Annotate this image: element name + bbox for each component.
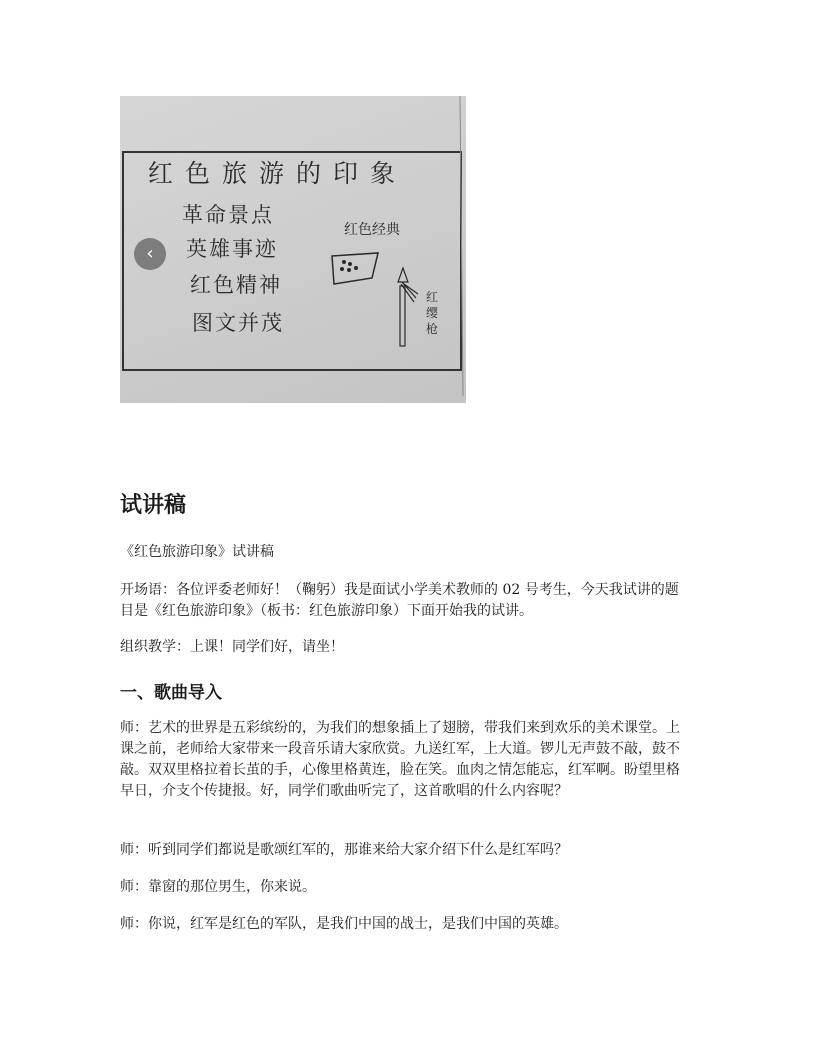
paragraph-song-intro: 师：艺术的世界是五彩缤纷的，为我们的想象插上了翅膀，带我们来到欢乐的美术课堂。上课之前，老师给大家带来一段音乐请大家欣赏。九送红军，上大道。锣儿无声鼓不敲，鼓不敲。双双里格拉着长茧的手，心像里格黄连，脸在笑。血肉之情怎能忘，红军啊。盼望里格早日，介支个传捷报。好，同学们歌曲听完了，这首歌唱的什么内容呢？ — [120, 720, 680, 799]
tassel-label-2: 缨 — [426, 306, 439, 320]
chevron-left-icon: ‹ — [146, 243, 154, 264]
paragraph-question: 师：听到同学们都说是歌颂红军的，那谁来给大家介绍下什么是红军吗？ — [120, 842, 568, 858]
document-title: 试讲稿 — [120, 493, 187, 518]
spear-drawing — [398, 268, 418, 346]
flag-drawing — [332, 253, 378, 284]
board-right-label: 红色经典 — [344, 222, 400, 238]
blackboard-photo — [120, 96, 466, 403]
board-item-4: 图文并茂 — [192, 311, 284, 335]
carousel-prev-button[interactable] — [134, 238, 166, 270]
paragraph-organize: 组织教学：上课！同学们好，请坐！ — [120, 639, 344, 655]
paragraph-opening: 开场语：各位评委老师好！（鞠躬）我是面试小学美术教师的 02 号考生，今天我试讲的题目是《红色旅游印象》（板书：红色旅游印象）下面开始我的试讲。 — [120, 582, 679, 619]
paragraph-call-student: 师：靠窗的那位男生，你来说。 — [120, 879, 316, 895]
tassel-label-3: 枪 — [426, 322, 439, 336]
paragraph-subtitle: 《红色旅游印象》试讲稿 — [120, 544, 274, 560]
paragraph-answer: 师：你说，红军是红色的军队，是我们中国的战士，是我们中国的英雄。 — [120, 916, 568, 932]
blackboard-drawing — [120, 96, 466, 403]
board-item-1: 革命景点 — [182, 203, 274, 227]
board-item-3: 红色精神 — [190, 273, 282, 297]
board-title: 红色旅游的印象 — [148, 159, 408, 188]
tassel-label-1: 红 — [426, 290, 439, 304]
section-heading-1: 一、歌曲导入 — [120, 683, 222, 703]
board-item-2: 英雄事迹 — [186, 237, 278, 261]
